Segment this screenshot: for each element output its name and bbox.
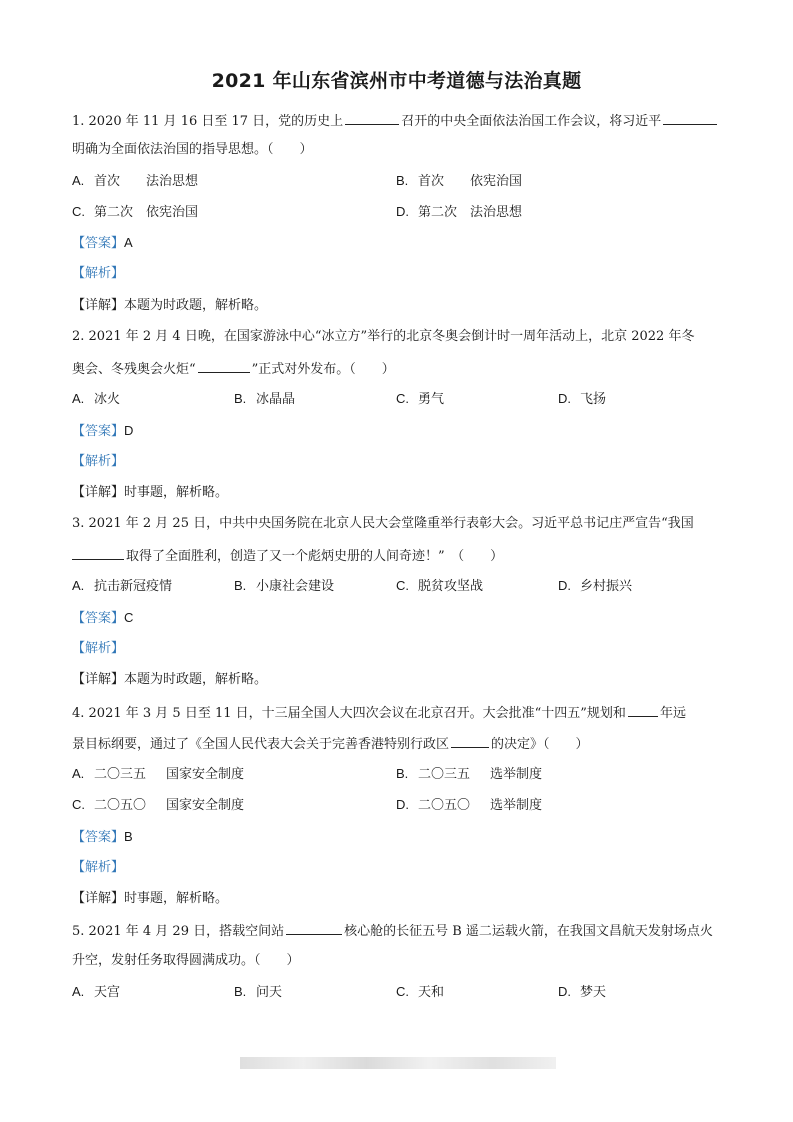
question-3-stem-line-2: 取得了全面胜利，创造了又一个彪炳史册的人间奇迹！” （ ） [72,546,503,566]
question-3-detail: 【详解】本题为时政题，解析略。 [72,672,268,687]
question-2-option-c: C. 勇气 [396,391,445,407]
question-4-answer: 【答案】B [72,829,133,845]
question-2-option-a: A. 冰火 [72,391,121,407]
question-4-analysis-label: 【解析】 [72,860,125,875]
question-3-analysis-label: 【解析】 [72,641,125,656]
question-4-option-c: C. 二〇五〇 国家安全制度 [72,797,245,813]
answer-blank [286,921,342,935]
question-5-stem-line-1: 5. 2021 年 4 月 29 日，搭载空间站 核心舱的长征五号 B 遥二运载火箭，在我国文昌航天发射场点火 [72,921,713,941]
question-1-stem-text: 召开的中央全面依法治国工作会议，将习近平 [401,114,662,129]
question-4-stem-line-2: 景目标纲要，通过了《全国人民代表大会关于完善香港特别行政区 的决定》（ ） [72,734,589,754]
answer-blank [451,734,489,748]
question-2-detail: 【详解】时事题，解析略。 [72,485,229,500]
question-3-option-b: B. 小康社会建设 [234,578,335,594]
question-1-option-d: D. 第二次 法治思想 [396,204,523,220]
question-3-stem-line-1: 3. 2021 年 2 月 25 日，中共中央国务院在北京人民大会堂隆重举行表彰大会。习近平总书记庄严宣告“我国 [72,516,694,531]
question-1-option-c: C. 第二次 依宪治国 [72,204,199,220]
question-1-stem-line-1 [72,111,719,131]
question-4-option-d: D. 二〇五〇 选举制度 [396,797,543,813]
question-5-stem-line-2: 升空，发射任务取得圆满成功。（ ） [72,953,300,968]
question-2-stem-line-1: 2. 2021 年 2 月 4 日晚，在国家游泳中心“冰立方”举行的北京冬奥会倒计时一周年活动上，北京 2022 年冬 [72,329,695,344]
question-3-answer: 【答案】C [72,610,134,626]
question-2-option-d: D. 飞扬 [558,391,607,407]
question-2-stem-line-2: 奥会、冬残奥会火炬“ ”正式对外发布。（ ） [72,359,395,379]
question-4-option-a: A. 二〇三五 国家安全制度 [72,766,245,782]
question-4-stem-line-1: 4. 2021 年 3 月 5 日至 11 日，十三届全国人大四次会议在北京召开。大会批准“十四五”规划和 年远 [72,703,686,723]
question-5-option-d: D. 梦天 [558,984,607,1000]
question-3-option-a: A. 抗击新冠疫情 [72,578,173,594]
question-1-stem-line-2: 明确为全面依法治国的指导思想。（ ） [72,142,313,157]
page-title: 2021 年山东省滨州市中考道德与法治真题 [211,70,582,92]
question-2-analysis-label: 【解析】 [72,454,125,469]
question-2-answer: 【答案】D [72,423,134,439]
question-4-detail: 【详解】时事题，解析略。 [72,891,229,906]
blurred-footer-watermark [240,1057,556,1069]
question-1-answer: 【答案】A [72,235,133,251]
question-1-detail: 【详解】本题为时政题，解析略。 [72,298,268,313]
question-3-option-d: D. 乡村振兴 [558,578,633,594]
question-1-analysis-label: 【解析】 [72,266,125,281]
answer-blank [628,703,658,717]
answer-blank [345,111,399,125]
question-5-option-a: A. 天宫 [72,984,121,1000]
question-1-option-b: B. 首次 依宪治国 [396,173,523,189]
question-1-stem-text: 1. 2020 年 11 月 16 日至 17 日，党的历史上 [72,114,344,129]
question-3-option-c: C. 脱贫攻坚战 [396,578,484,594]
question-5-option-b: B. 问天 [234,984,283,1000]
answer-blank [72,546,124,560]
answer-blank [198,359,250,373]
question-5-option-c: C. 天和 [396,984,445,1000]
question-1-option-a: A. 首次 法治思想 [72,173,199,189]
question-2-option-b: B. 冰晶晶 [234,391,296,407]
question-4-option-b: B. 二〇三五 选举制度 [396,766,543,782]
answer-blank [663,111,717,125]
